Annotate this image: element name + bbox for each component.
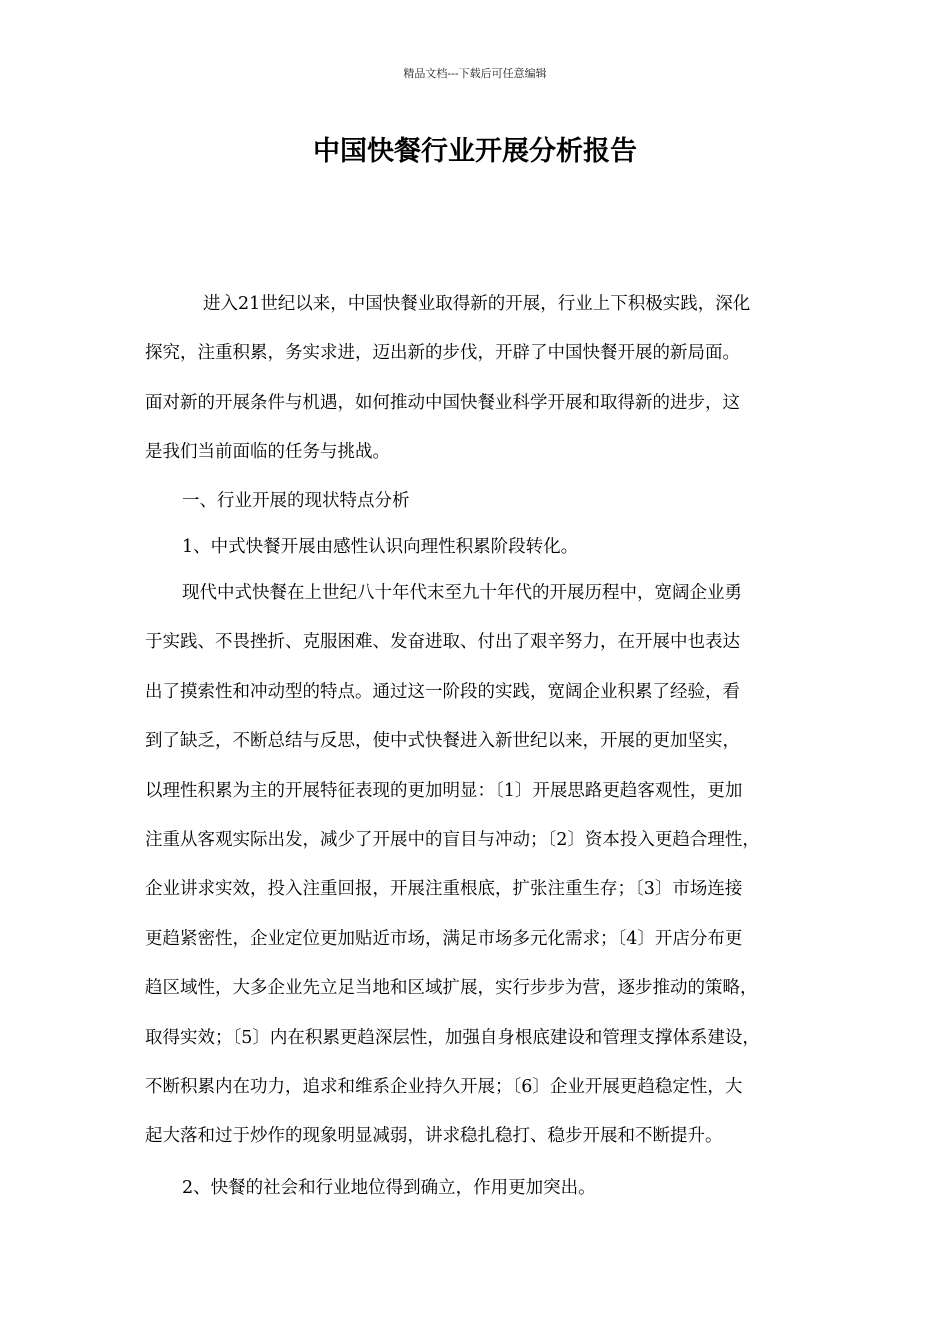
- section-heading: 一、行业开展的现状特点分析: [182, 491, 410, 511]
- body-line-1: 现代中式快餐在上世纪八十年代末至九十年代的开展历程中，宽阔企业勇: [182, 583, 742, 603]
- body-line-5: 以理性积累为主的开展特征表现的更加明显：〔1〕开展思路更趋客观性，更加: [145, 780, 743, 801]
- intro-line-4: 是我们当前面临的任务与挑战。: [145, 442, 390, 463]
- intro-line-3: 面对新的开展条件与机遇，如何推动中国快餐业科学开展和取得新的进步，这: [145, 392, 740, 413]
- body-line-11: 不断积累内在功力，追求和维系企业持久开展；〔6〕企业开展更趋稳定性，大: [145, 1076, 743, 1097]
- intro-line-2: 探究，注重积累，务实求进，迈出新的步伐，开辟了中国快餐开展的新局面。: [145, 343, 740, 364]
- body-line-12: 起大落和过于炒作的现象明显减弱，讲求稳扎稳打、稳步开展和不断提升。: [145, 1126, 723, 1147]
- sub-heading-1: 1、中式快餐开展由感性认识向理性积累阶段转化。: [182, 537, 579, 557]
- body-line-3: 出了摸索性和冲动型的特点。通过这一阶段的实践，宽阔企业积累了经验，看: [145, 681, 740, 702]
- intro-line-1: 进入21世纪以来，中国快餐业取得新的开展，行业上下积极实践，深化: [203, 294, 751, 314]
- sub-heading-2: 2、快餐的社会和行业地位得到确立，作用更加突出。: [182, 1178, 596, 1198]
- body-line-2: 于实践、不畏挫折、克服困难、发奋进取、付出了艰辛努力，在开展中也表达: [145, 632, 740, 653]
- intro-paragraph: [145, 280, 825, 478]
- body-paragraph: [145, 569, 825, 1162]
- body-line-4: 到了缺乏，不断总结与反思，使中式快餐进入新世纪以来，开展的更加坚实，: [145, 731, 740, 752]
- body-line-9: 趋区域性，大多企业先立足当地和区域扩展，实行步步为营，逐步推动的策略，: [145, 978, 758, 999]
- body-line-7: 企业讲求实效，投入注重回报，开展注重根底，扩张注重生存；〔3〕市场连接: [145, 879, 743, 900]
- body-line-8: 更趋紧密性，企业定位更加贴近市场，满足市场多元化需求；〔4〕开店分布更: [145, 928, 743, 949]
- header-note: 精品文档---下载后可任意编辑: [403, 67, 547, 80]
- body-line-10: 取得实效；〔5〕内在积累更趋深层性，加强自身根底建设和管理支撑体系建设，: [145, 1027, 760, 1048]
- document-title: 中国快餐行业开展分析报告: [313, 136, 637, 167]
- body-line-6: 注重从客观实际出发，减少了开展中的盲目与冲动；〔2〕资本投入更趋合理性，: [145, 829, 760, 850]
